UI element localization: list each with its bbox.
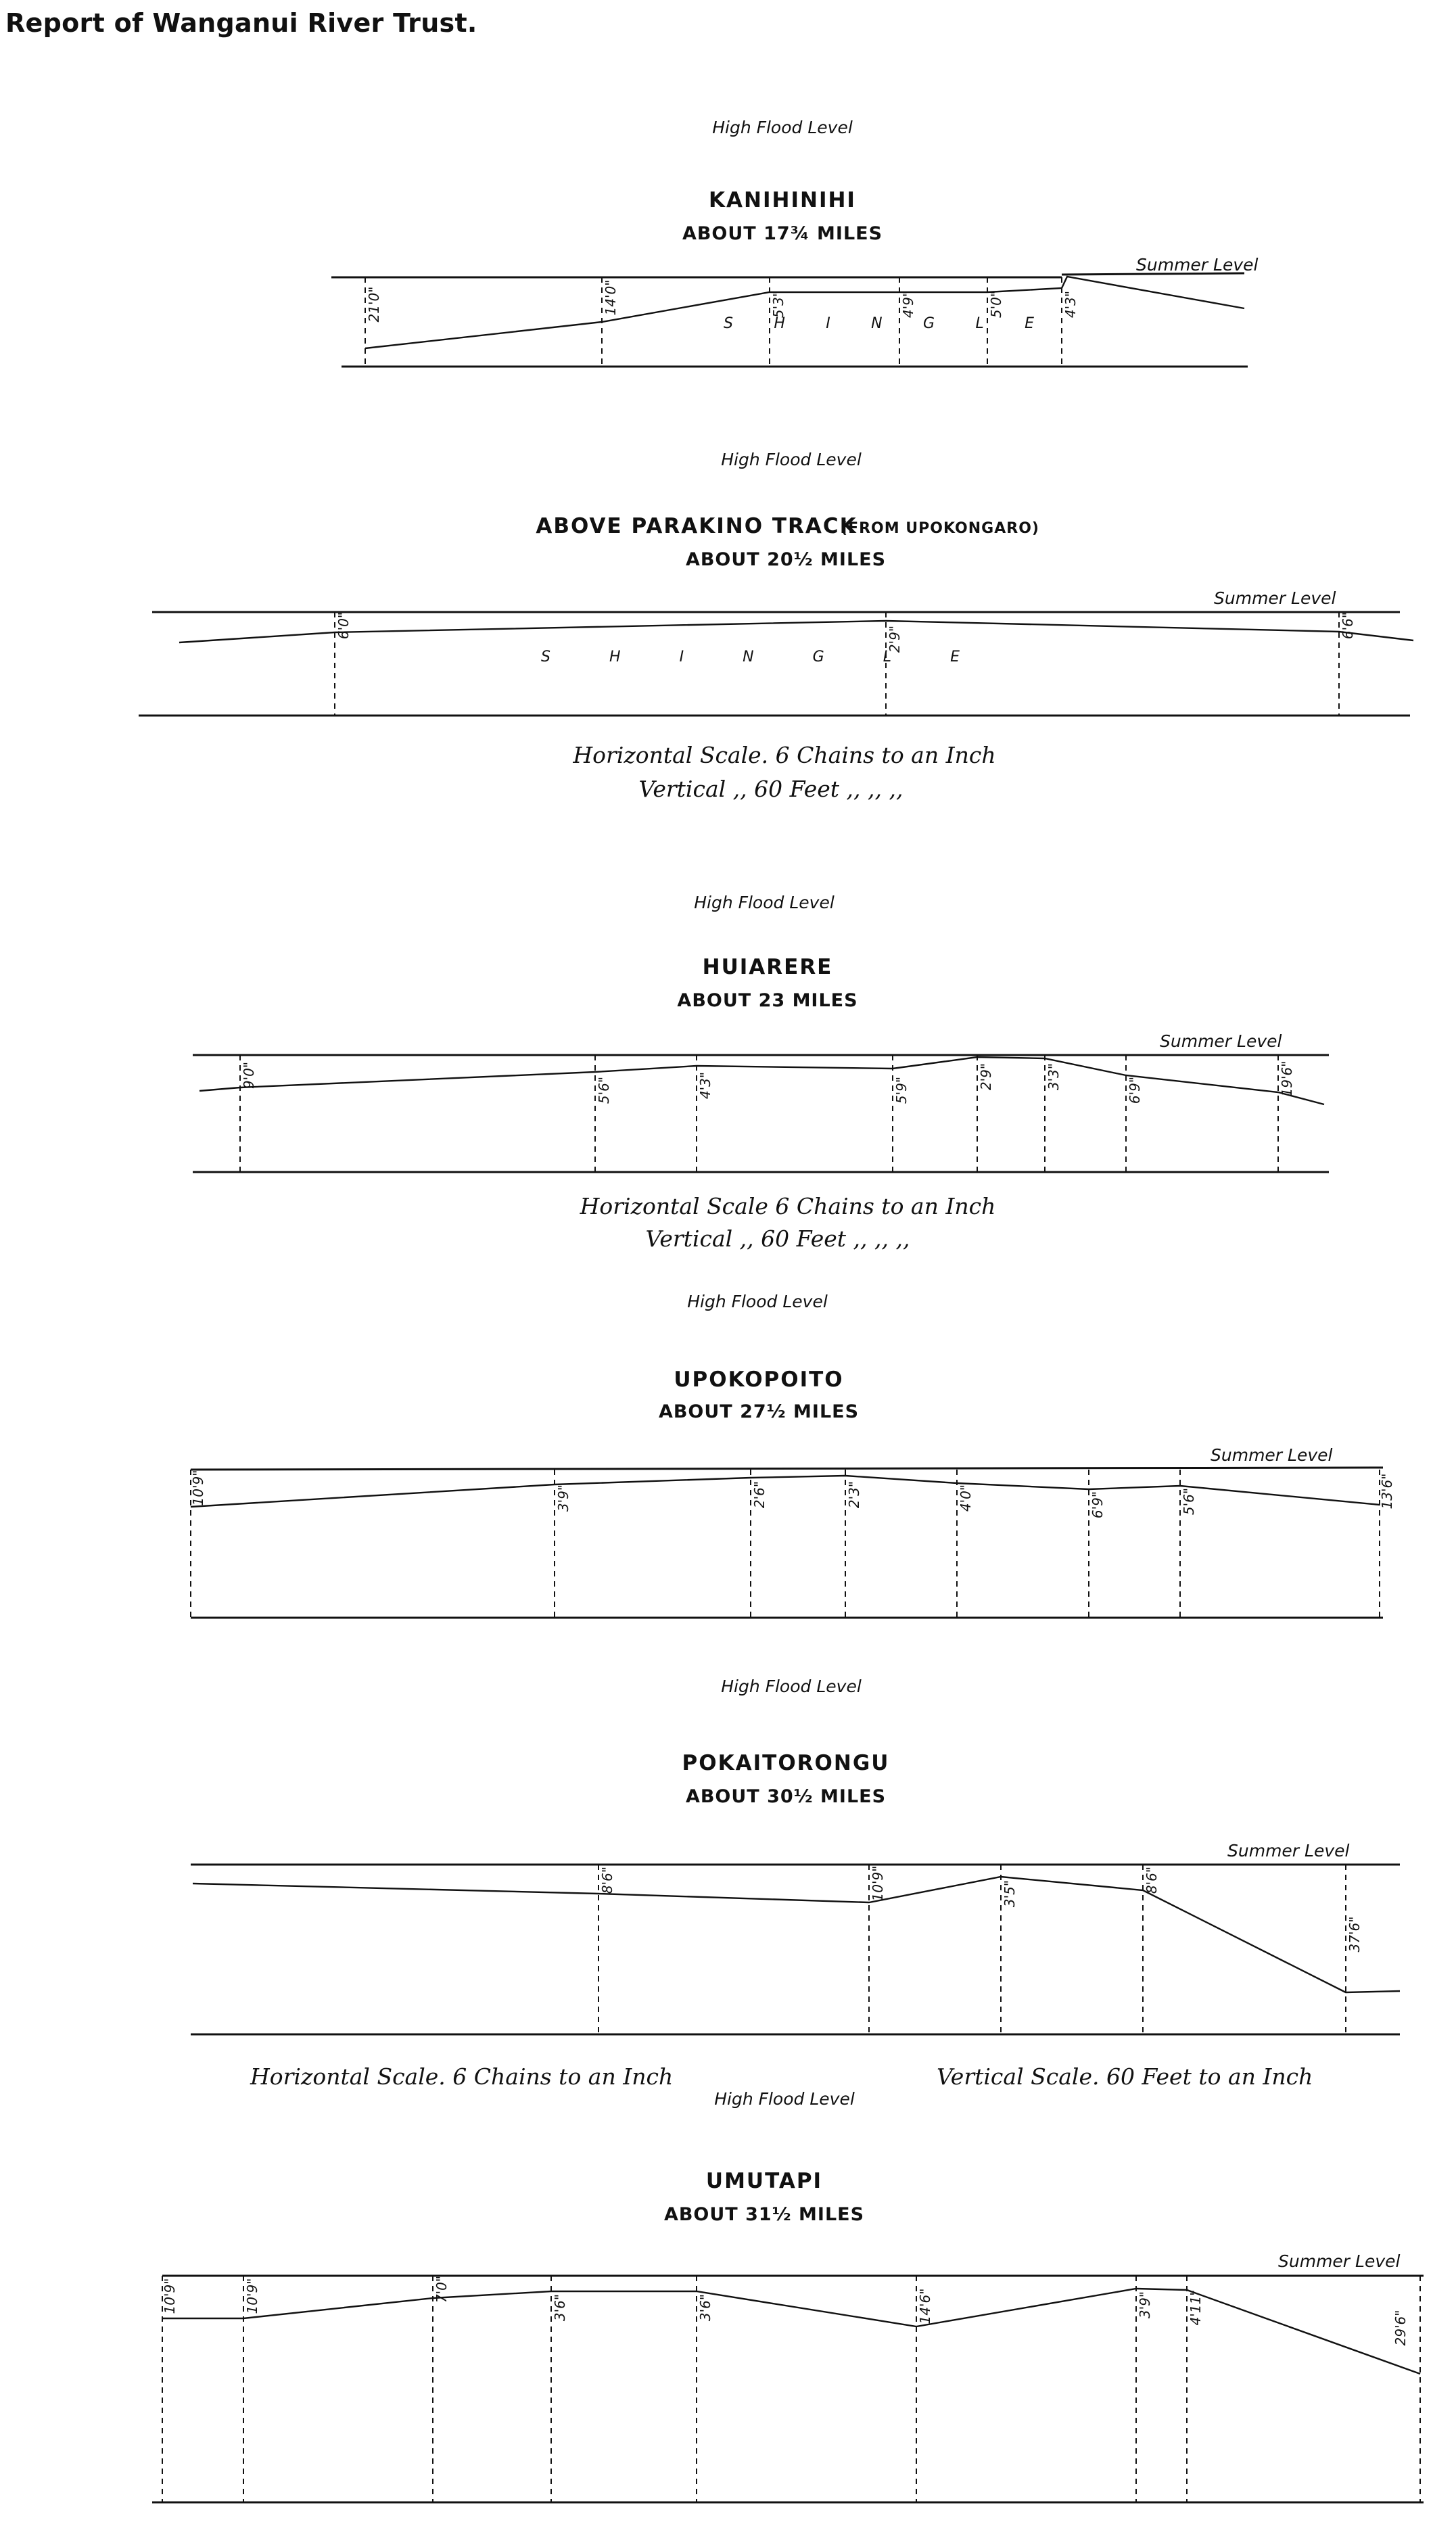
umutapi-depth-label: 4'11" [1188, 2289, 1204, 2326]
upokopoito-water-line [191, 1468, 1383, 1470]
kanihinihi-depth-label: 5'0" [988, 290, 1004, 319]
page-title: Report of Wanganui River Trust. [5, 8, 477, 38]
scale-note-horizontal: Horizontal Scale 6 Chains to an Inch [580, 1193, 996, 1219]
upokopoito-depth-label: 6'9" [1089, 1491, 1106, 1519]
pokaitorongu-depth-label: 37'6" [1346, 1916, 1363, 1952]
upokopoito-title: UPOKOPOITO [674, 1367, 844, 1392]
upokopoito-depth-label: 4'0" [958, 1484, 974, 1512]
huiarere-depth-label: 4'3" [697, 1071, 713, 1100]
kanihinihi-depth-label: 21'0" [366, 286, 382, 323]
umutapi-depth-label: 7'0" [433, 2275, 450, 2303]
kanihinihi-depth-label: 4'9" [900, 290, 916, 319]
umutapi-depth-label: 3'9" [1137, 2291, 1153, 2319]
pokaitorongu-depth-label: 8'6" [599, 1866, 615, 1894]
parakino-title-note: (FROM UPOKONGARO) [841, 520, 1039, 537]
kanihinihi-distance: ABOUT 17¾ MILES [682, 223, 883, 244]
upokopoito-river-bed [191, 1476, 1380, 1507]
umutapi-high-flood-label: High Flood Level [714, 2089, 855, 2109]
upokopoito-depth-label: 10'9" [190, 1470, 206, 1506]
umutapi-depth-label: 29'6" [1392, 2310, 1409, 2346]
parakino-depth-label: 2'9" [887, 625, 903, 653]
upokopoito-distance: ABOUT 27½ MILES [658, 1401, 860, 1422]
umutapi-title: UMUTAPI [705, 2169, 823, 2193]
pokaitorongu-title: POKAITORONGU [682, 1751, 890, 1775]
scale-note-vertical: Vertical Scale. 60 Feet to an Inch [937, 2063, 1313, 2090]
huiarere-river-bed [199, 1057, 1324, 1104]
pokaitorongu-depth-label: 10'9" [870, 1865, 886, 1902]
section-kanihinihi [331, 118, 1259, 367]
kanihinihi-shingle-label: S H I N G L E [724, 315, 1035, 332]
umutapi-depth-label: 3'6" [697, 2293, 713, 2322]
scale-note-horizontal: Horizontal Scale. 6 Chains to an Inch [573, 742, 996, 768]
umutapi-river-bed [162, 2289, 1420, 2374]
scale-note-horizontal: Horizontal Scale. 6 Chains to an Inch [250, 2063, 674, 2090]
umutapi-summer-label: Summer Level [1278, 2251, 1401, 2271]
umutapi-depth-label: 14'6" [917, 2288, 933, 2324]
huiarere-depth-label: 5'6" [596, 1076, 612, 1104]
upokopoito-depth-label: 13'6" [1379, 1473, 1395, 1510]
kanihinihi-summer-line [1062, 273, 1244, 275]
umutapi-depth-label: 10'9" [244, 2278, 260, 2314]
huiarere-depth-label: 2'9" [978, 1062, 994, 1091]
upokopoito-depth-label: 3'9" [555, 1484, 571, 1512]
pokaitorongu-summer-label: Summer Level [1227, 1841, 1350, 1861]
pokaitorongu-depth-label: 3'5" [1002, 1879, 1018, 1908]
umutapi-depth-label: 3'6" [552, 2293, 568, 2322]
kanihinihi-depth-label: 5'3" [770, 290, 786, 319]
kanihinihi-depth-label: 14'0" [603, 279, 619, 316]
huiarere-summer-label: Summer Level [1160, 1031, 1282, 1051]
huiarere-title: HUIARERE [702, 955, 833, 979]
scale-note-vertical: Vertical ,, 60 Feet ,, ,, ,, [638, 776, 903, 802]
pokaitorongu-distance: ABOUT 30½ MILES [685, 1786, 887, 1807]
huiarere-distance: ABOUT 23 MILES [677, 990, 858, 1011]
pokaitorongu-depth-label: 8'6" [1144, 1866, 1160, 1894]
section-umutapi [152, 2089, 1424, 2502]
parakino-distance: ABOUT 20½ MILES [685, 549, 887, 570]
parakino-river-bed [179, 621, 1413, 642]
upokopoito-depth-label: 2'6" [751, 1480, 768, 1509]
parakino-shingle-label: S H I N G L E [541, 649, 960, 665]
kanihinihi-depth-label: 4'3" [1062, 290, 1079, 319]
umutapi-depth-label: 10'9" [162, 2278, 178, 2314]
section-parakino [139, 450, 1413, 802]
section-upokopoito [190, 1292, 1395, 1618]
parakino-summer-label: Summer Level [1214, 588, 1336, 608]
upokopoito-summer-label: Summer Level [1211, 1445, 1333, 1465]
huiarere-depth-label: 19'6" [1279, 1060, 1295, 1097]
kanihinihi-summer-label: Summer Level [1136, 255, 1259, 275]
huiarere-depth-label: 6'9" [1127, 1076, 1143, 1104]
parakino-title: ABOVE PARAKINO TRACK [536, 514, 858, 538]
scale-note-vertical: Vertical ,, 60 Feet ,, ,, ,, [645, 1225, 910, 1252]
upokopoito-depth-label: 5'6" [1181, 1487, 1197, 1516]
huiarere-depth-label: 3'3" [1046, 1062, 1062, 1091]
parakino-depth-label: 6'0" [335, 611, 352, 640]
upokopoito-high-flood-label: High Flood Level [687, 1292, 828, 1311]
pokaitorongu-high-flood-label: High Flood Level [721, 1677, 862, 1696]
huiarere-depth-label: 9'0" [241, 1061, 257, 1090]
huiarere-high-flood-label: High Flood Level [694, 893, 835, 912]
pokaitorongu-river-bed [193, 1877, 1400, 1992]
kanihinihi-river-bed [365, 277, 1244, 348]
huiarere-depth-label: 5'9" [893, 1076, 910, 1104]
kanihinihi-title: KANIHINIHI [709, 188, 856, 212]
umutapi-distance: ABOUT 31½ MILES [663, 2204, 865, 2225]
upokopoito-depth-label: 2'3" [846, 1480, 862, 1509]
parakino-depth-label: 6'6" [1340, 611, 1356, 640]
section-huiarere [193, 893, 1329, 1252]
section-pokaitorongu [191, 1677, 1400, 2090]
parakino-high-flood-label: High Flood Level [721, 450, 862, 469]
kanihinihi-high-flood-label: High Flood Level [712, 118, 853, 137]
